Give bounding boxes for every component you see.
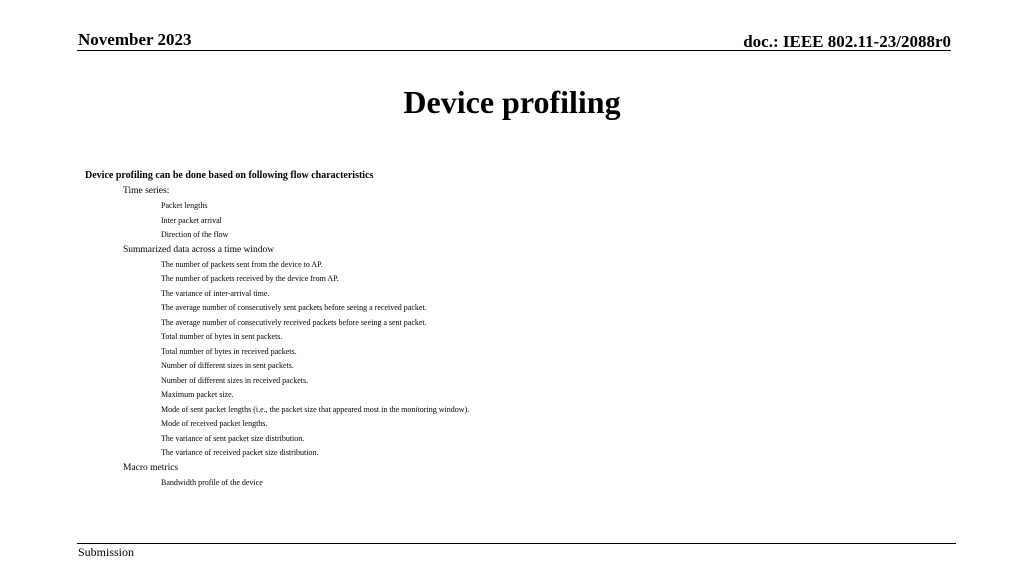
slide-title: Device profiling <box>403 84 621 120</box>
list-item: The average number of consecutively received packets before seeing a sent packet. <box>161 317 427 327</box>
list-item: Direction of the flow <box>161 230 229 239</box>
footer-label: Submission <box>78 545 135 559</box>
slide-body <box>85 168 469 490</box>
list-item: The average number of consecutively sent packets before seeing a received packet. <box>161 303 427 312</box>
list-item: The variance of inter-arrival time. <box>161 288 270 298</box>
section-label: Summarized data across a time window <box>123 244 275 255</box>
footer-divider <box>77 543 956 544</box>
list-item: Total number of bytes in received packets. <box>161 346 297 356</box>
list-item: Number of different sizes in sent packets. <box>161 361 294 370</box>
intro-text: Device profiling can be done based on following flow characteristics <box>85 170 374 181</box>
list-item: Mode of sent packet lengths (i.e., the packet size that appeared most in the monitoring window). <box>161 404 470 414</box>
list-item: The number of packets sent from the device to AP. <box>161 259 323 269</box>
list-item: The number of packets received by the device from AP. <box>161 274 339 283</box>
list-item: Number of different sizes in received packets. <box>161 375 309 385</box>
list-item: Mode of received packet lengths. <box>161 419 268 428</box>
list-item: The variance of received packet size distribution. <box>161 448 319 457</box>
list-item: Total number of bytes in sent packets. <box>161 332 283 341</box>
list-item: Maximum packet size. <box>161 390 234 399</box>
list-item: Inter packet arrival <box>161 215 222 225</box>
section-label: Macro metrics <box>123 462 179 473</box>
section-label: Time series: <box>123 186 170 196</box>
list-item: Bandwidth profile of the device <box>161 477 263 487</box>
list-item: Packet lengths <box>161 201 208 210</box>
header-doc-id: doc.: IEEE 802.11-23/2088r0 <box>743 32 951 51</box>
header-date: November 2023 <box>78 30 192 49</box>
list-item: The variance of sent packet size distribution. <box>161 433 305 443</box>
header-divider <box>77 50 951 51</box>
